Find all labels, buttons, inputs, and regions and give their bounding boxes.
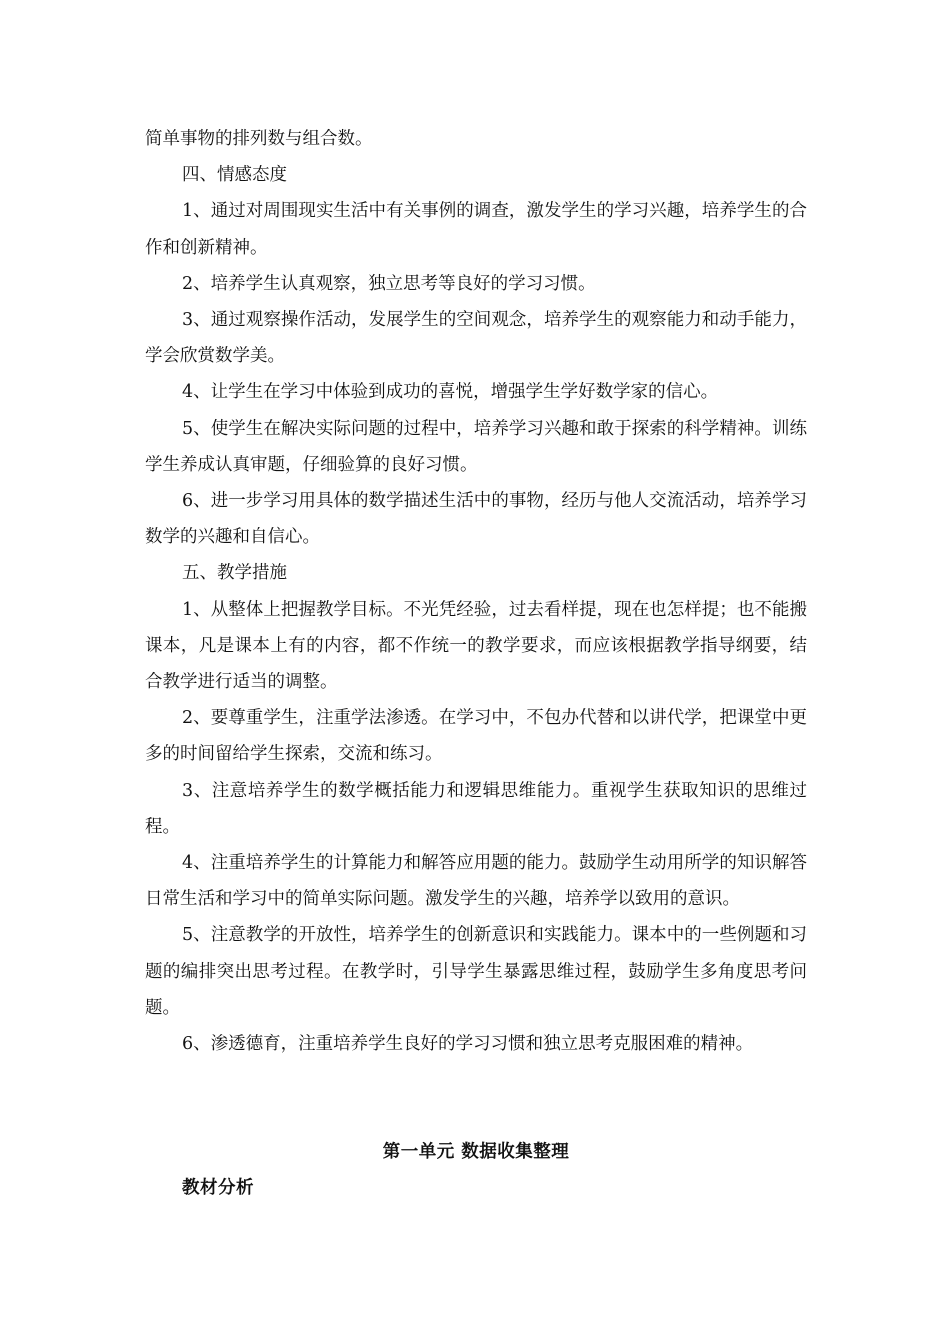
- spacer: [145, 1062, 807, 1134]
- emotion-item-6: 6、进一步学习用具体的数学描述生活中的事物，经历与他人交流活动，培养学习数学的兴趣和自信心。: [145, 491, 807, 548]
- emotion-item-3: 3、通过观察操作活动，发展学生的空间观念，培养学生的观察能力和动手能力，学会欣赏数学美。: [145, 310, 807, 367]
- measure-item-6: 6、渗透德育，注重培养学生良好的学习习惯和独立思考克服困难的精神。: [182, 1034, 754, 1055]
- continuation-text: 简单事物的排列数与组合数。: [145, 129, 373, 149]
- section-heading-measures: 五、教学措施: [182, 563, 287, 584]
- measure-item-5: 5、注意教学的开放性，培养学生的创新意识和实践能力。课本中的一些例题和习题的编排突出思考过程。在教学时，引导学生暴露思维过程，鼓励学生多角度思考问题。: [145, 925, 807, 1018]
- unit-title: 第一单元 数据收集整理: [382, 1142, 570, 1163]
- measure-item-4: 4、注重培养学生的计算能力和解答应用题的能力。鼓励学生动用所学的知识解答日常生活和学习中的简单实际问题。激发学生的兴趣，培养学以致用的意识。: [145, 853, 807, 910]
- measure-item-1: 1、从整体上把握教学目标。不光凭经验，过去看样提，现在也怎样提；也不能搬课本，凡是课本上有的内容，都不作统一的教学要求，而应该根据教学指导纲要，结合教学进行适当的调整。: [145, 599, 807, 693]
- emotion-item-5: 5、使学生在解决实际问题的过程中，培养学习兴趣和敢于探索的科学精神。训练学生养成认真审题，仔细验算的良好习惯。: [145, 418, 807, 475]
- document-body: [145, 121, 807, 1206]
- emotion-item-4: 4、让学生在学习中体验到成功的喜悦，增强学生学好数学家的信心。: [182, 382, 719, 403]
- section-heading-emotion: 四、情感态度: [182, 165, 287, 186]
- measure-item-3: 3、注意培养学生的数学概括能力和逻辑思维能力。重视学生获取知识的思维过程。: [145, 780, 807, 837]
- emotion-item-1: 1、通过对周围现实生活中有关事例的调查，激发学生的学习兴趣，培养学生的合作和创新精神。: [145, 201, 807, 258]
- unit-subheading: 教材分析: [182, 1178, 254, 1199]
- measure-item-2: 2、要尊重学生，注重学法渗透。在学习中，不包办代替和以讲代学，把课堂中更多的时间留给学生探索，交流和练习。: [145, 708, 807, 765]
- emotion-item-2: 2、培养学生认真观察，独立思考等良好的学习习惯。: [182, 273, 596, 294]
